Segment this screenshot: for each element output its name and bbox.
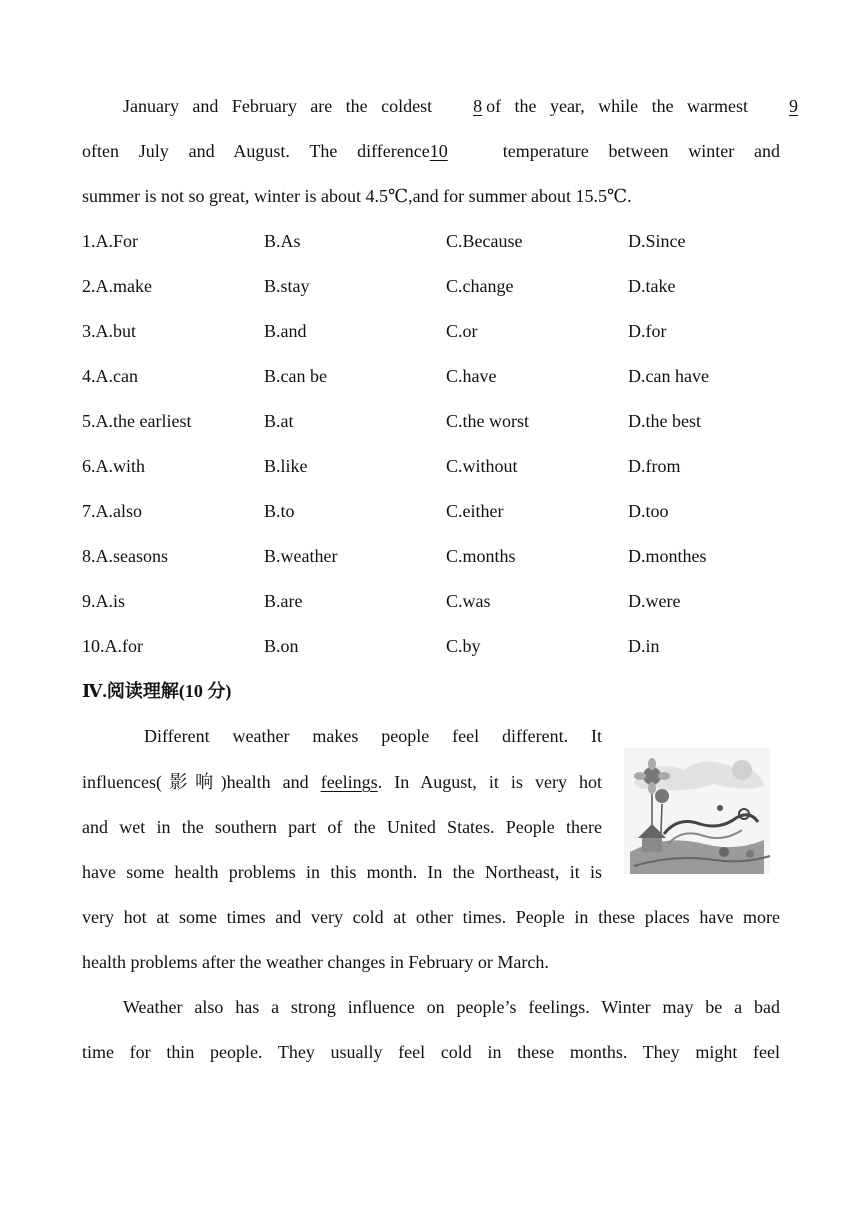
passage-text: January and February are the coldest <box>123 96 433 116</box>
question-row <box>82 410 782 432</box>
option-c[interactable]: C.the worst <box>446 411 529 431</box>
option-b[interactable]: B.and <box>264 321 307 341</box>
reading-line-4: have some health problems in this month. In the Northeast, it is <box>82 862 602 882</box>
reading-line-3: and wet in the southern part of the United States. People there <box>82 817 602 837</box>
reading-line-6: health problems after the weather changes in February or March. <box>82 952 549 972</box>
option-d[interactable]: D.too <box>628 501 669 521</box>
blank-8: 8 <box>473 96 483 116</box>
option-b[interactable]: B.stay <box>264 276 310 296</box>
option-a[interactable]: 2.A.make <box>82 276 152 296</box>
blank-9: 9 <box>789 96 798 116</box>
option-c[interactable]: C.by <box>446 636 481 656</box>
blank-10: 10 <box>429 141 448 161</box>
section-heading: Ⅳ.阅读理解(10 分) <box>82 681 232 701</box>
option-d[interactable]: D.in <box>628 636 660 656</box>
reading-line-8: time for thin people. They usually feel cold in these months. They might feel <box>82 1042 780 1062</box>
question-row <box>82 590 782 612</box>
cartoon-scene-image <box>624 748 770 874</box>
passage-line-1 <box>82 95 798 117</box>
option-d[interactable]: D.were <box>628 591 681 611</box>
passage-text: temperature between winter and <box>502 141 781 161</box>
option-b[interactable]: B.on <box>264 636 299 656</box>
passage-line-2 <box>82 140 780 162</box>
question-row <box>82 275 782 297</box>
reading-line-2 <box>82 771 602 793</box>
option-c[interactable]: C.have <box>446 366 497 386</box>
option-c[interactable]: C.without <box>446 456 518 476</box>
option-c[interactable]: C.was <box>446 591 491 611</box>
question-row <box>82 365 782 387</box>
option-b[interactable]: B.to <box>264 501 295 521</box>
question-row <box>82 230 782 252</box>
underlined-word-feelings: feelings <box>320 772 378 792</box>
option-a[interactable]: 8.A.seasons <box>82 546 168 566</box>
question-row <box>82 500 782 522</box>
option-c[interactable]: C.Because <box>446 231 523 251</box>
option-b[interactable]: B.As <box>264 231 301 251</box>
option-a[interactable]: 5.A.the earliest <box>82 411 192 431</box>
reading-text: . In August, it is very hot <box>377 772 603 792</box>
reading-line-7: Weather also has a strong influence on people’s feelings. Winter may be a bad <box>123 997 780 1017</box>
reading-line-5: very hot at some times and very cold at other times. People in these places have more <box>82 907 780 927</box>
option-a[interactable]: 1.A.For <box>82 231 139 251</box>
question-row <box>82 320 782 342</box>
option-a[interactable]: 7.A.also <box>82 501 142 521</box>
option-b[interactable]: B.are <box>264 591 303 611</box>
weather-illustration <box>624 748 770 874</box>
passage-line-3: summer is not so great, winter is about 4.5℃,and for summer about 15.5℃. <box>82 186 632 206</box>
option-d[interactable]: D.from <box>628 456 681 476</box>
option-a[interactable]: 4.A.can <box>82 366 138 386</box>
question-row <box>82 635 782 657</box>
option-d[interactable]: D.monthes <box>628 546 707 566</box>
passage-text: often July and August. The difference <box>82 141 430 161</box>
option-c[interactable]: C.months <box>446 546 516 566</box>
reading-text: influences(影响)health and <box>82 772 321 792</box>
option-d[interactable]: D.can have <box>628 366 709 386</box>
option-c[interactable]: C.either <box>446 501 504 521</box>
option-d[interactable]: D.the best <box>628 411 701 431</box>
option-a[interactable]: 6.A.with <box>82 456 145 476</box>
option-d[interactable]: D.for <box>628 321 667 341</box>
option-b[interactable]: B.like <box>264 456 308 476</box>
option-a[interactable]: 3.A.but <box>82 321 136 341</box>
option-d[interactable]: D.Since <box>628 231 686 251</box>
question-row <box>82 545 782 567</box>
option-b[interactable]: B.weather <box>264 546 338 566</box>
question-row <box>82 455 782 477</box>
option-c[interactable]: C.change <box>446 276 514 296</box>
reading-line-1: Different weather makes people feel different. It <box>144 726 602 746</box>
option-b[interactable]: B.at <box>264 411 294 431</box>
option-a[interactable]: 10.A.for <box>82 636 143 656</box>
option-a[interactable]: 9.A.is <box>82 591 126 611</box>
option-d[interactable]: D.take <box>628 276 676 296</box>
passage-text: of the year, while the warmest <box>486 96 748 116</box>
option-c[interactable]: C.or <box>446 321 478 341</box>
option-b[interactable]: B.can be <box>264 366 327 386</box>
